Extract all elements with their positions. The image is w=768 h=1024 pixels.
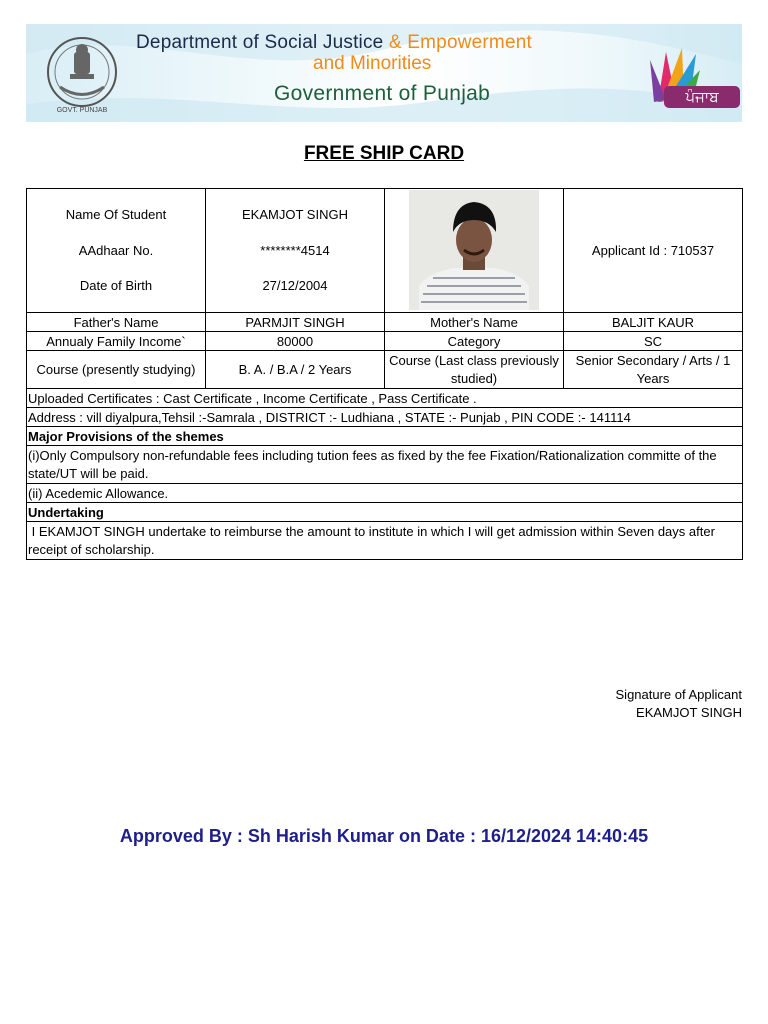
mother-name-value: BALJIT KAUR <box>564 313 743 332</box>
student-values-cell <box>206 189 385 313</box>
table-row <box>27 389 743 408</box>
student-labels-cell <box>27 189 206 313</box>
provision-item-1: (i)Only Compulsory non-refundable fees including tution fees as fixed by the fee Fixation/Rationalization committe of the state/UT will be paid. <box>27 446 743 484</box>
approval-line: Approved By : Sh Harish Kumar on Date : 16/12/2024 14:40:45 <box>119 826 649 846</box>
undertaking-text: I EKAMJOT SINGH undertake to reimburse the amount to institute in which I will get admission within Seven days after receipt of scholarship. <box>27 522 743 560</box>
name-of-student-label: Name Of Student <box>65 206 167 222</box>
state-emblem-icon <box>40 32 124 116</box>
provisions-heading: Major Provisions of the shemes <box>27 427 743 446</box>
table-row <box>27 332 743 351</box>
uploaded-certificates: Uploaded Certificates : Cast Certificate , Income Certificate , Pass Certificate . <box>27 389 743 408</box>
undertaking-heading: Undertaking <box>27 503 743 522</box>
table-row <box>27 351 743 389</box>
dob-value: 27/12/2004 <box>262 278 328 294</box>
signature-label: Signature of Applicant <box>615 687 742 702</box>
table-row <box>27 446 743 484</box>
government-name: Government of Punjab <box>274 82 491 105</box>
department-name: Department of Social Justice & Empowerment <box>136 32 532 53</box>
provision-item-2: (ii) Acedemic Allowance. <box>27 484 743 503</box>
table-row <box>27 522 743 560</box>
department-name-line2: and Minorities <box>313 53 432 74</box>
page-title: FREE SHIP CARD <box>303 143 465 164</box>
table-row <box>27 484 743 503</box>
family-income-value: 80000 <box>206 332 385 351</box>
present-course-label: Course (presently studying) <box>27 351 206 389</box>
signature-name: EKAMJOT SINGH <box>636 705 742 720</box>
family-income-label: Annualy Family Income` <box>27 332 206 351</box>
father-name-value: PARMJIT SINGH <box>206 313 385 332</box>
table-row <box>27 313 743 332</box>
punjab-logo-text: ਪੰਜਾਬ <box>685 88 719 106</box>
photo-cell <box>385 189 564 313</box>
free-ship-card-table <box>26 188 743 560</box>
address: Address : vill diyalpura,Tehsil :-Samrala , DISTRICT :- Ludhiana , STATE :- Punjab , PIN CODE :- 141114 <box>27 408 743 427</box>
present-course-value: B. A. / B.A / 2 Years <box>206 351 385 389</box>
table-row <box>27 427 743 446</box>
student-photo <box>409 190 539 310</box>
aadhaar-value: ********4514 <box>260 242 330 258</box>
category-value: SC <box>564 332 743 351</box>
emblem-caption: GOVT. PUNJAB <box>56 107 108 114</box>
table-row <box>27 408 743 427</box>
aadhaar-label: AAdhaar No. <box>78 242 154 258</box>
punjab-logo-icon <box>636 40 742 112</box>
applicant-id-cell: Applicant Id : 710537 <box>564 189 743 313</box>
mother-name-label: Mother's Name <box>385 313 564 332</box>
table-row <box>27 189 743 313</box>
category-label: Category <box>385 332 564 351</box>
last-course-label: Course (Last class previously studied) <box>385 351 564 389</box>
header-banner <box>26 24 742 122</box>
dob-label: Date of Birth <box>79 278 153 294</box>
signature-block <box>616 686 742 722</box>
student-name-value: EKAMJOT SINGH <box>242 206 348 222</box>
table-row <box>27 503 743 522</box>
father-name-label: Father's Name <box>27 313 206 332</box>
last-course-value: Senior Secondary / Arts / 1 Years <box>564 351 743 389</box>
